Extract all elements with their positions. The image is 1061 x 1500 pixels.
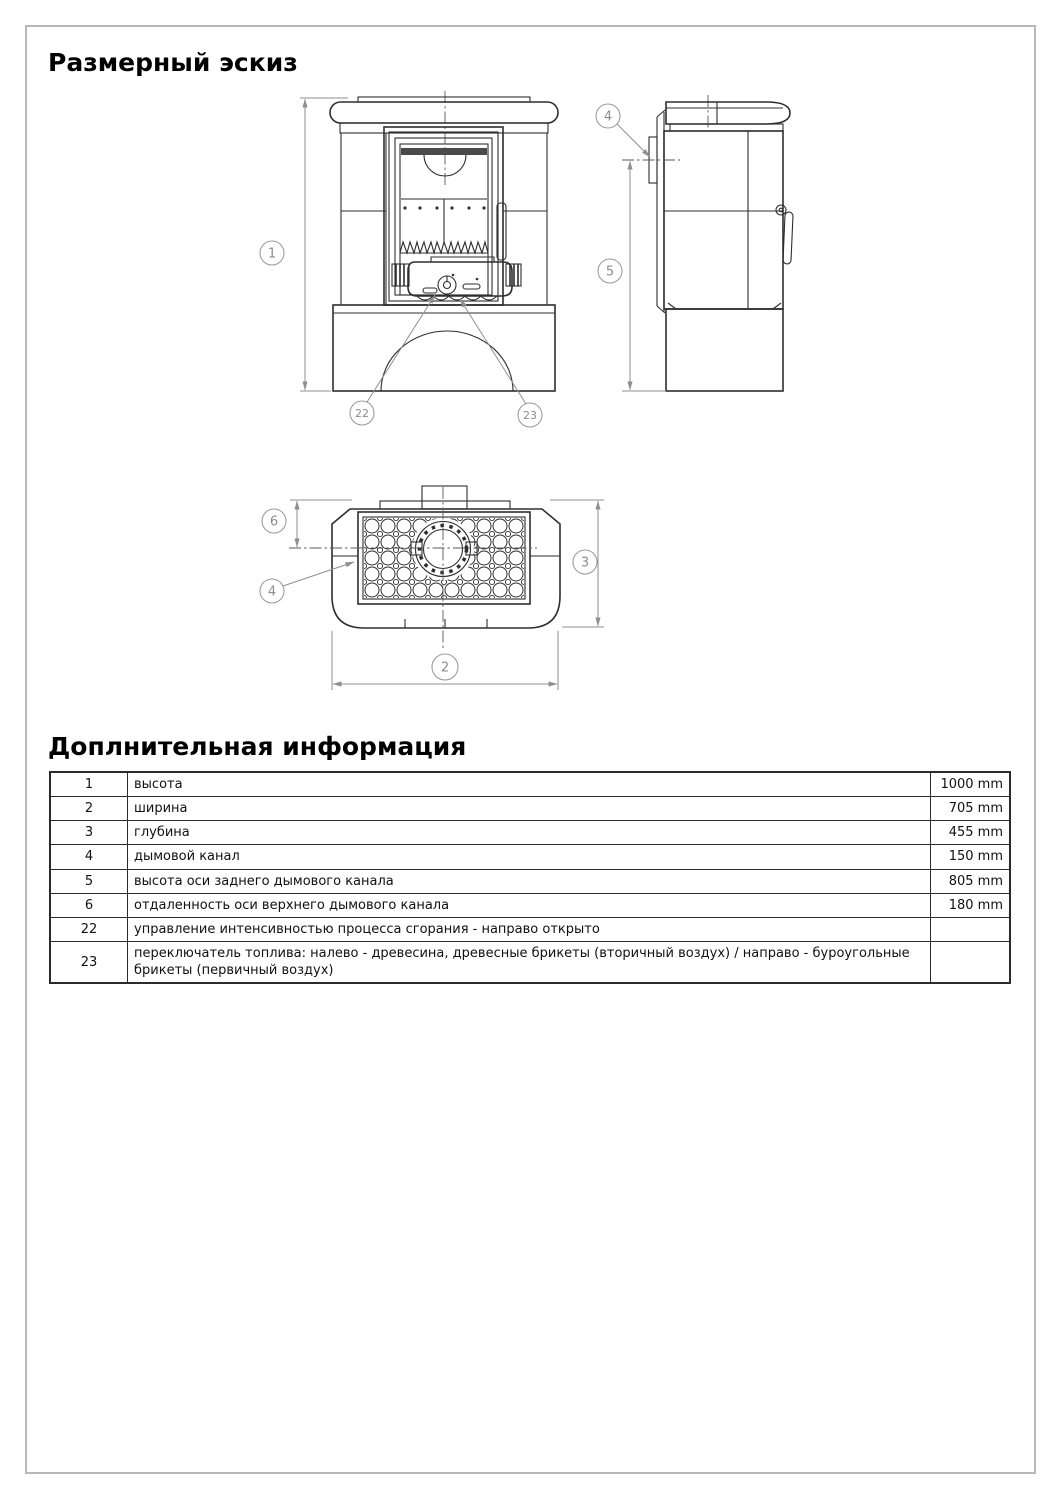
table-row: [50, 917, 1010, 941]
row-number: 4: [50, 845, 128, 869]
table-row: [50, 845, 1010, 869]
row-number: 2: [50, 797, 128, 821]
row-number: 22: [50, 917, 128, 941]
callout-6-label: 6: [269, 514, 279, 530]
row-label: высота оси заднего дымового канала: [128, 869, 931, 893]
row-number: 5: [50, 869, 128, 893]
row-value: 1000 mm: [931, 772, 1011, 797]
row-label: переключатель топлива: налево - древесина, древесные брикеты (вторичный воздух) / направо - буроугольные брикеты (первичный воздух): [128, 942, 931, 984]
callout-22-combustion-control: [350, 295, 435, 425]
callout-5-rear-flue-height: [598, 259, 622, 283]
callout-6-top-flue-offset: [262, 509, 286, 533]
callout-4-flue-top: [260, 562, 354, 603]
row-number: 23: [50, 942, 128, 984]
row-value: 455 mm: [931, 821, 1011, 845]
table-row: [50, 893, 1010, 917]
row-label: дымовой канал: [128, 845, 931, 869]
row-value: 805 mm: [931, 869, 1011, 893]
row-value: [931, 942, 1011, 984]
callout-4-flue-side: [596, 104, 650, 157]
firebox-top-bar: [401, 148, 487, 155]
table-row: [50, 942, 1010, 984]
row-value: 150 mm: [931, 845, 1011, 869]
table-row: [50, 821, 1010, 845]
callout-2-label: 2: [440, 660, 450, 676]
table-row: [50, 869, 1010, 893]
row-label: управление интенсивностью процесса сгорания - направо открыто: [128, 917, 931, 941]
row-value: [931, 917, 1011, 941]
row-number: 1: [50, 772, 128, 797]
row-label: глубина: [128, 821, 931, 845]
callout-3-label: 3: [580, 555, 590, 571]
manual-page: [25, 25, 1036, 1474]
page-title: Размерный эскиз: [48, 48, 298, 77]
table-row: [50, 772, 1010, 797]
side-view: [596, 95, 793, 391]
callout-22-label: 22: [355, 407, 369, 420]
row-value: 180 mm: [931, 893, 1011, 917]
table-row: [50, 797, 1010, 821]
callout-23-fuel-switch: [460, 299, 542, 427]
dimension-top-flue-offset: [290, 500, 352, 547]
callout-23-label: 23: [523, 409, 537, 422]
callout-2-width: [432, 654, 458, 680]
row-number: 3: [50, 821, 128, 845]
row-label: ширина: [128, 797, 931, 821]
callout-5-label: 5: [605, 264, 615, 280]
row-label: высота: [128, 772, 931, 797]
top-view: [260, 486, 604, 690]
front-view: [260, 91, 558, 427]
control-unit: [392, 257, 521, 300]
callout-1-label: 1: [267, 246, 277, 262]
callout-3-depth: [573, 550, 597, 574]
row-number: 6: [50, 893, 128, 917]
callout-4-top-label: 4: [267, 584, 277, 600]
dimension-rear-flue-axis: [622, 161, 666, 391]
callout-1-height: [260, 241, 284, 265]
callout-4-label: 4: [603, 109, 613, 125]
info-section-title: Доплнительная информация: [48, 732, 467, 761]
info-table: [49, 771, 1011, 984]
row-value: 705 mm: [931, 797, 1011, 821]
row-label: отдаленность оси верхнего дымового канала: [128, 893, 931, 917]
